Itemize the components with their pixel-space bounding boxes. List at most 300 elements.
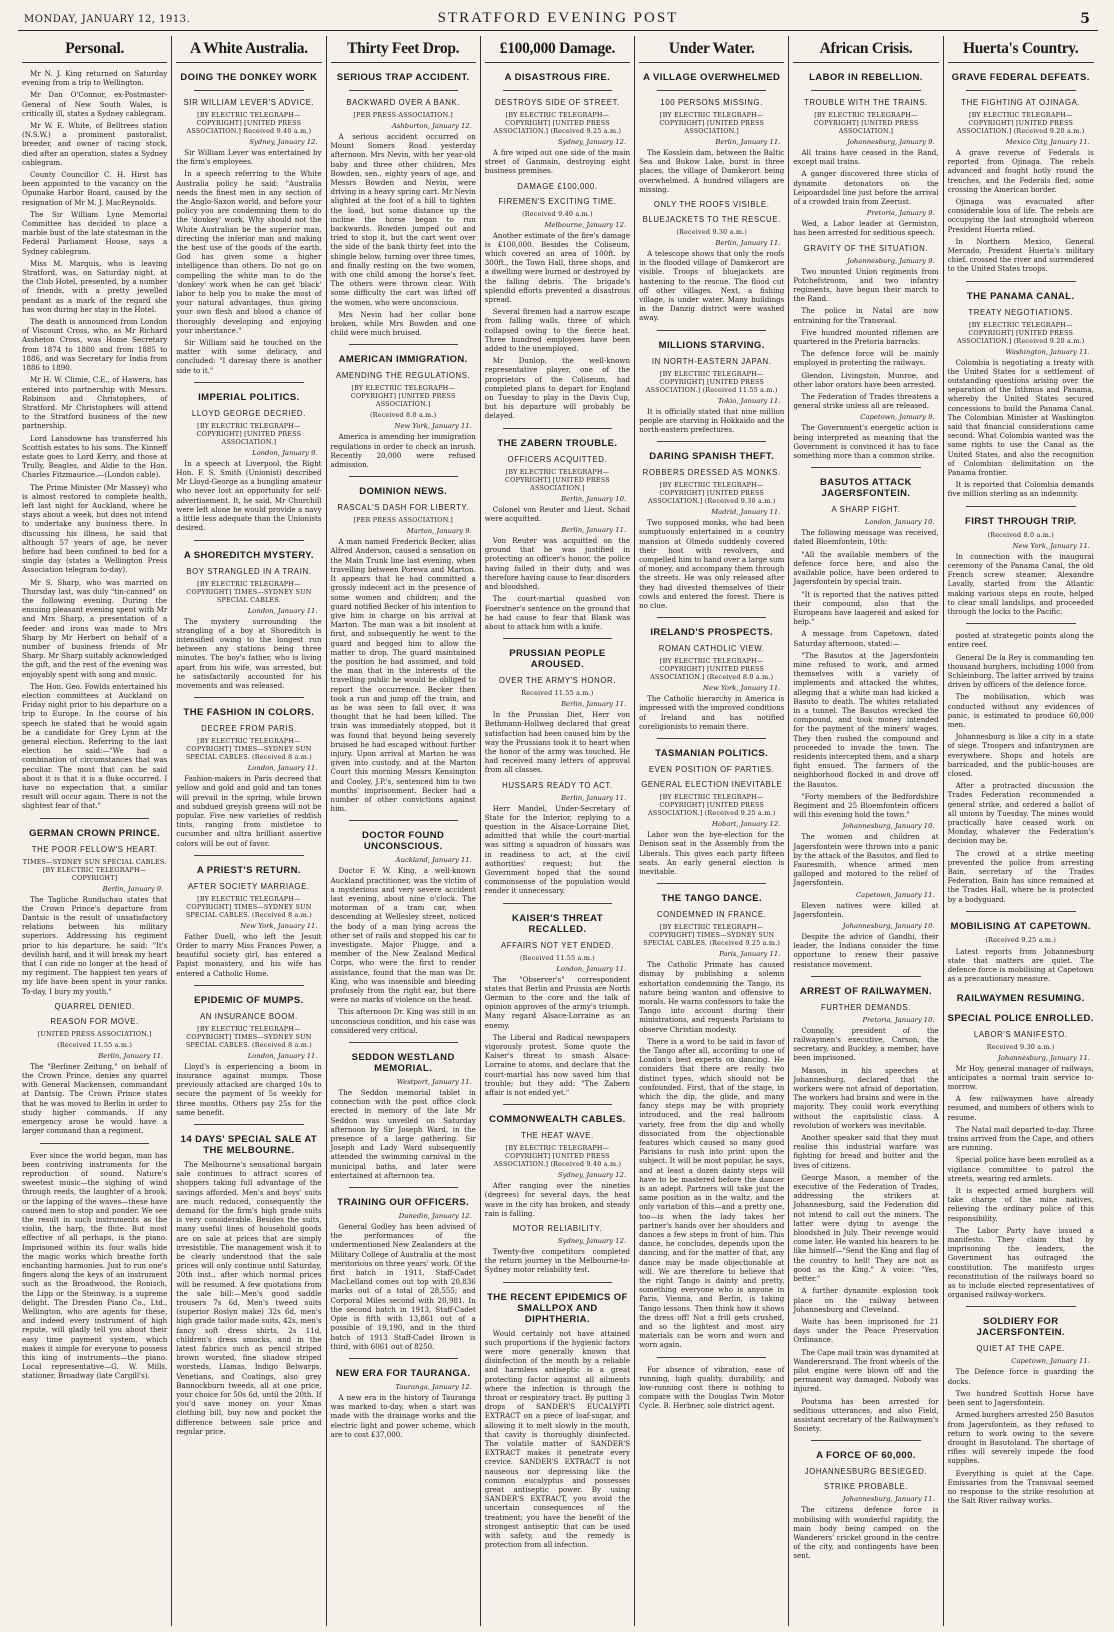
paragraph: Lord Lansdowne has transferred his Scottish estates to his sons. The Kinneff estate goes to Lord Kerry, and those at Trully, Beagles, and Aldie to the Hon. Charles Fitzmaurice.—(London cable). (22, 433, 168, 480)
column-rule (194, 90, 303, 91)
paragraph: The Sir William Lyne Memorial Committee has decided to place a marble bust of the late statesman in the Federal Parliament House, says a Sydney cablegram. (22, 209, 168, 256)
column-rule (966, 623, 1076, 624)
newspaper-title: STRATFORD EVENING POST (437, 10, 679, 26)
column-rule (657, 738, 766, 739)
paragraph: Herr Mandel, Under-Secretary of State for the Interior, replying to a question in the Alsace-Lorraine Diet, admitted that while the court-martial was sitting a squadron of hussars was in readiness to act, at the civil authorities' request; but the Government hoped that the sound commonsense of the population would render it unnecessary. (484, 803, 631, 896)
subheading: JOHANNESBURG BESIEGED. (804, 1467, 928, 1477)
subheading: OVER THE ARMY'S HONOR. (498, 676, 617, 686)
paragraph: A ganger discovered three sticks of dynamite detonators on the Leipoardsdel line just before the arrival of a crowded train from Zeerust. (793, 169, 939, 207)
page-number: 5 (1080, 11, 1090, 27)
paragraph: "It is reported that the natives pitted their compound, also that the Europeans have laagered and asked for help." (793, 589, 939, 627)
paragraph: "All the available members of the defence force here, and also the available police, have been ordered to Jagersfontein by special train. (793, 549, 939, 587)
paragraph: Twenty-five competitors completed the return journey in the Melbourne-to-Sydney motor reliability test. (484, 1247, 631, 1275)
dateline: Tokio, January 11. (717, 396, 781, 405)
paragraph: The mystery surrounding the strangling of a boy at Shoreditch is intensified owing to the longest run between any stations being three minutes. The boy's father, who is living apart from his wife, was arrested, but he satisfactorily accounted for his movements and was released. (176, 616, 322, 690)
column-rule (349, 344, 458, 345)
column-body (22, 69, 167, 1381)
paragraph: In the Prussian Diet, Herr von Bethmann-Hollweg declared that great satisfaction had been caused him by the way the Prussians took it to heart when the honor of the army was touched. He had received many letters of approval from all classes. (484, 710, 631, 775)
headline: KAISER'S THREAT RECALLED. (511, 912, 603, 935)
dispatch-credit: [BY ELECTRIC TELEGRAPH—COPYRIGHT] [UNITED PRESS ASSOCIATION.] (Received 9.25 a.m.) (647, 793, 776, 818)
paragraph: Fashion-makers in Paris decreed that yellow and gold and gold and tan tones will prevail in the spring, while brown and subdued greyish greens will not be popular. Five new varieties of reddish tints, ranging from mistletoe to cucumber and ultra brilliant assertive colors will be out of favor. (176, 774, 322, 848)
dateline: Berlin, January 11. (715, 138, 781, 146)
paragraph: Ojinaga was evacuated after considerable loss of life. The rebels are occupying the last stronghold whereon President Huerta relied. (947, 197, 1094, 234)
dateline: Johannesburg, January 10. (842, 822, 935, 831)
column-rule (811, 976, 920, 977)
headline: THE FASHION IN COLORS. (183, 707, 315, 719)
column-rule (194, 855, 303, 856)
paragraph: The mobilisation, which was conducted without any evidences of panic, is estimated to produce 60,000 men. (947, 692, 1094, 729)
paragraph: Mr N. J. King returned on Saturday evening from a trip to Wellington. (22, 69, 168, 88)
column-body (176, 72, 321, 1436)
dispatch-credit: [BY ELECTRIC TELEGRAPH—COPYRIGHT] TIMES—SYDNEY SUN SPECIAL CABLES. (Received 8 a.m.) (185, 1024, 312, 1049)
dispatch-credit: (Received 8.0 a.m.) (369, 411, 437, 420)
dateline: Mexico City, January 11. (1005, 138, 1090, 146)
dispatch-credit: (Received 11.55 a.m.) (519, 953, 595, 962)
paragraph: The Catholic Primate has caused dismay by publishing a solemn exhortation condemning the Tango, its nature being wanton and offensive to morals. He warns confessors to take the Tango into account during their ministrations, and requests Parisians to observe Christian modesty. (639, 960, 785, 1034)
paragraph: The Tagliche Rundschau states that the Crown Prince's departure from Dantsic is the result of unsatisfactory relations between his military superiors. Addressing his regiment prior to his departure, he said: "It's devilish hard, and it will break my heart that I can ride no longer at the head of my regiment. The happiest ten years of my life have been spent in your ranks. To-day, I bury my youth." (22, 894, 168, 996)
column-rule (503, 638, 612, 639)
paragraph: Would certainly not have attained such proportions if the hygienic factors were more generally known that disinfection of the mouth by a reliable and harmless antiseptic is a great protecting factor against all ailments where the infection is through the throat or respiratory tract. By putting 3 drops of SANDER'S EUCALYPTI EXTRACT on a piece of loaf-sugar, and allowing it to melt slowly in the mouth, that cavity is thoroughly disinfected. The volatile matter of SANDER'S EXTRACT makes it penetrate every crevice. SANDER'S EXTRACT is not nauseous nor depressing like the common eucalyptus and possesses great antiseptic power. By using SANDER'S EXTRACT, you avoid the uncertain consequences of the treatment; you have the benefit of the strongest antiseptic that can be used with safety, and the remedy is protection from all infection. (484, 1328, 631, 1550)
paragraph: Armed burghers arrested 250 Basutos from Jagersfontein, as they refused to return to work owing to the severe drought in Basutoland. The shortage of rifles will severely impede the food supplies. (947, 1410, 1094, 1466)
column-rule (503, 90, 612, 91)
paragraph: The crowd at a strike meeting prevented the police from arresting Bain, secretary of the Trades Federation. Bain has since remained at the Trades Hall, where he is protected by a bodyguard. (947, 848, 1094, 904)
paragraph: Ever since the world began, man has been contriving instruments for the reproduction of sound. Nature's sweetest music—the sighing of wind through reeds, the laughter of a brook, or the lapping of the waves—these have caused men to stop and ponder. We see the result in such instruments as the violin, the harp, the flute. But most effective of all perhaps, is the piano. Imprisoned within its four walls hide the magic works which breathe forth enchanting harmonies. Just to run one's fingers along the keys of an instrument such as the Broadwood, the Ronisch, the Lipp or the Steinway, is a supreme delight. The Dresden Piano Co., Ltd., Wellington, who are agents for these, and indeed every instrument of high repute, will gladly tell you about their easy time payment system, which makes it simple for everyone to possess this king of instruments—the piano. Local representative—G. W. Mills, stationer, Broadway (late Cargill's). (22, 1150, 168, 1381)
column-rule (811, 1440, 920, 1441)
dispatch-credit: (Received 9.25 a.m.) (985, 935, 1057, 944)
paragraph: Two supposed monks, who had been sumptuously entertained in a country mansion at Olmedo suddenly covered their host with revolvers, and compelled him to hand over a large sum of money, and accompany them through the streets. He was only released after they had divested themselves of their cowls and entered the forest. There is no clue. (639, 518, 785, 611)
paragraph: The Catholic hierarchy in America is impressed with the improved conditions of Ireland and has notified coreligionists to remain there. (639, 694, 785, 731)
column-rule (657, 330, 766, 331)
column-rule (811, 467, 920, 468)
headline: GRAVE FEDERAL DEFEATS. (951, 72, 1090, 83)
dispatch-credit: (Received 9.30 a.m.) (676, 228, 748, 237)
column-rule (349, 1358, 458, 1359)
headline: DOMINION NEWS. (359, 486, 448, 498)
dateline: Dunedin, January 12. (398, 1212, 472, 1221)
column-rule (194, 697, 303, 698)
dateline: Madrid, January 11. (711, 508, 781, 517)
headline: THE ZABERN TROUBLE. (497, 437, 618, 449)
column-rule (194, 1124, 303, 1125)
paragraph: Mr Hoy, general manager of railways, anticipates a normal train service to-morrow. (947, 1063, 1094, 1092)
headline: LABOR IN REBELLION. (809, 72, 923, 83)
column-heading: £100,000 Damage. (485, 40, 630, 63)
headline: EPIDEMIC OF MUMPS. (194, 994, 304, 1006)
headline: A FORCE OF 60,000. (816, 1450, 916, 1462)
column-rule (811, 90, 920, 91)
paragraph: A few railwaymen have already resumed, and numbers of others wish to resume. (947, 1094, 1094, 1122)
paragraph: Everything is quiet at the Cape. Emissaries from the Transvaal seemed no response to the strike resolution at the Salt River railway works. (947, 1468, 1094, 1506)
paragraph: The women and children at Jagersfontein were thrown into a panic by the attack of the Basutos, and fled to Fauresmith, whence armed men galloped and motored to the relief of Jagersfontein. (793, 832, 939, 888)
column (635, 36, 789, 1626)
dateline: Westport, January 11. (396, 1078, 472, 1087)
paragraph: Wed, a Labor leader at Germiston, has been arrested for seditious speech. (793, 219, 939, 238)
paragraph: A telescope shows that only the roofs in the flooded village of Damkerort are visible. Troops of bluejackets are hastening to the rescue. The flood cut off other villages. Next, a fishing village, is under water. Many buildings in the Danzig district were washed away. (639, 249, 785, 323)
subheading: TREATY NEGOTIATIONS. (968, 307, 1074, 317)
dateline: Berlin, January 11. (715, 239, 781, 248)
paragraph: Von Reuter was acquitted on the ground that he was justified in protecting an officer's honor, the police having failed in their duty, and was therefore having cause to fear disorders and bloodshed. (484, 536, 631, 592)
dispatch-credit: [BY ELECTRIC TELEGRAPH—COPYRIGHT] [UNITED PRESS ASSOCIATION.] (Received 9.20 a.m.) (957, 320, 1085, 345)
paragraph: A further dynamite explosion took place on the railway between Johannesburg and Cleveland. (793, 1286, 939, 1314)
paragraph: General De la Rey is commanding ten thousand burghers, including 1000 from Schleinburg. The latter arrived by trains driven by officers of the defence force. (947, 652, 1094, 690)
paragraph: This afternoon Dr. King was still in an unconscious condition, and his case was considered very critical. (330, 1007, 476, 1035)
paragraph: Mr Dunlop, the well-known representative player, one of the proprietors of the Coliseum, had completed plans to depart for England on Tuesday to play in the Davis Cup, but his departure will probably be delayed. (484, 356, 631, 421)
column-rule (657, 883, 766, 884)
dispatch-credit: [PER PRESS ASSOCIATION.] (353, 111, 453, 119)
paragraph: Colonel von Reuter and Lieut. Schad were acquitted. (484, 504, 631, 523)
column-heading: Under Water. (639, 40, 784, 63)
paragraph: The Seddon memorial tablet in connection with the post office clock erected in memory of the late Mr Seddon was unveiled on Saturday afternoon by Sir Joseph Ward, in the presence of a large gathering. Sir Joseph and Lady Ward subsequently attended the swimming carnival in the municipal baths, and later were entertained at afternoon tea. (330, 1088, 476, 1180)
subheading: CONDEMNED IN FRANCE. (656, 910, 767, 920)
column (18, 36, 172, 1626)
subheading: THE HEAT WAVE. (521, 1131, 594, 1141)
column-rule (657, 441, 766, 442)
paragraph: The Federation of Trades threatens a general strike unless all are released. (793, 392, 939, 411)
paragraph: Two hundred Scottish Horse have been sent to Jagersfontein. (947, 1388, 1094, 1408)
column-rule (194, 540, 303, 541)
paragraph: For absence of vibration, ease of running, high quality, durability, and low-running cost there is nothing to compare with the Douglas Twin Motor Cycle. B. Herbner, sole district agent. (639, 1364, 785, 1411)
headline: PRUSSIAN PEOPLE AROUSED. (509, 648, 606, 671)
dispatch-credit: (Received 9.40 a.m.) (522, 209, 593, 218)
paragraph: It is reported that Colombia demands five million sterling as an indemnity. (947, 480, 1094, 499)
subheading: BOY STRANGLED IN A TRAIN. (186, 566, 312, 576)
paragraph: The police in Natal are now entraining for the Transvaal. (793, 306, 939, 325)
headline: RAILWAYMEN RESUMING. (956, 992, 1085, 1004)
dispatch-credit: [BY ELECTRIC TELEGRAPH—COPYRIGHT] TIMES—SYDNEY SUN SPECIAL CABLES. (Received 8 a.m.) (185, 737, 312, 762)
column-rule (966, 281, 1076, 282)
paragraph: Despite the advice of Gandhi, their leader, the Indians consider the time opportune to renew their passive resistance movement. (793, 932, 939, 969)
headline: 14 DAYS' SPECIAL SALE AT THE MELBOURNE. (180, 1133, 318, 1156)
headline: A PRIEST'S RETURN. (196, 864, 301, 876)
dateline: London, January 10. (864, 518, 935, 527)
paragraph: Lloyd's is experiencing a boom in insurance against mumps. Those previously attacked are charged 10s to secure the payment of 5s weekly for three months. Others pay 25s for the same benefit. (176, 1061, 322, 1117)
paragraph: The Melbourne's sensational bargain sale continues to attract scores of shoppers taking full advantage of the savings afforded. Men's and boys' suits are much reduced, consequently the demand for the firm's high grade suits is very considerable. Besides the suits, many useful lines of household goods are on sale at prices that are simply irresistible. The management wish it to be clearly understood that the sale prices will only continue until Saturday, 20th inst., after which normal prices will be resumed. A few quotations from the sale bill:—Men's good saddle trousers 7s 6d, Men's tweed suits (superior Roslyn make) 32s 6d, men's high grade tailor made suits, 42s, men's fancy soft dress shirts, 2s 11d, children's dress smocks, and in the latest fabrics such as pencil striped brown worsted, fine shadow striped worsteds, Llamas, Indigo Belwarps, Venetians, and Coatings, also grey Bannockburn tweeds, all at one price, your choice for 50s 6d, until the 20th. If you'd save money on your Xmas clothing bill, buy now and pocket the difference between sale price and regular price. (176, 1159, 322, 1436)
dateline: Marton, January 9. (406, 527, 472, 536)
paragraph: In connection with the inaugural ceremony of the Panama Canal, the old French screw steamer, Alexandre Lavally, started from the Atlantic making various steps en route, helped to clear small landslips, and proceeded through the locks to the Pacific. (947, 551, 1094, 616)
paragraph: Mrs Nevin had her collar bone broken, while Mrs Bowden and one child were much bruised. (330, 309, 476, 338)
paragraph: The Cape mail train was dynamited at Wanderersrand. The front wheels of the pilot engine were blown off and the permanent way damaged. Nobody was injured. (793, 1347, 939, 1394)
dateline: Johannesburg, January 11. (998, 1053, 1090, 1062)
headline: SPECIAL POLICE ENROLLED. (947, 1012, 1094, 1024)
subheading: DECREE FROM PARIS. (201, 724, 297, 734)
headline: TASMANIAN POLITICS. (655, 748, 769, 760)
column-heading: African Crisis. (793, 40, 938, 63)
paragraph: A fire wiped out one side of the main street of Ganmain, destroying eight business premises. (484, 148, 631, 176)
column (172, 36, 326, 1626)
column (944, 36, 1098, 1626)
column-heading: A White Australia. (176, 40, 321, 63)
paragraph: The court-martial quashed von Foerstner's sentence on the ground that he had cause to fear that Blank was about to attack him with a knife. (484, 594, 631, 631)
dateline: London, January 9. (252, 448, 318, 457)
dateline: Berlin, January 10. (561, 494, 627, 503)
dispatch-credit: Received 9.30 a.m.) (986, 1042, 1055, 1051)
masthead (18, 8, 1098, 31)
paragraph: Mason, in his speeches at Johannesburg, declared that the workers were not afraid of deportation. The workers had brains and were in the majority. They could work everything without the capitalistic class. A revolution of workers was inevitable. (793, 1065, 939, 1130)
subheading: DAMAGE £100,000. (517, 181, 598, 191)
column-rule (40, 818, 149, 819)
dispatch-credit: [BY ELECTRIC TELEGRAPH—COPYRIGHT] TIMES—SYDNEY SUN SPECIAL CABLES. (Received 9.25 a.m.) (643, 923, 781, 948)
column-heading: Huerta's Country. (948, 40, 1094, 63)
paragraph: A man named Frederick Becker, alias Alfred Anderson, caused a sensation on the Main Trunk line last evening, when travelling between Porewa and Marton. It appears that he had committed a grossly indecent act in the presence of some women and children; and the guard notified Becker of his intention to give him in charge on his arrival at Marton. The man was a bit insolent at first, and subsequently he went to the guard and begged him to allow the matter to drop. The guard maintained the position he had assumed, and told the man that in the interests of the travelling public he would be obliged to report the occurrence. Becker then took a run and jump off the train, and as he was seen to fall over, it was thought that he had been killed. The train was immediately stopped, but it was found that beyond being severely bruised he had escaped without further injury. Upon arrival at Marton he was given into custody, and at the Marton Court this morning Messrs Kensington and Cooley, J.P.'s, sentenced him to two months' imprisonment. Becker had a number of other convictions against him. (330, 537, 476, 814)
headline: MILLIONS STARVING. (658, 339, 765, 351)
subheading: FIREMEN'S EXCITING TIME. (498, 196, 617, 206)
column-body (948, 72, 1094, 1505)
paragraph: The Prime Minister (Mr Massey) who is almost restored to complete health, left last night for Auckland, where he stays about a week, but does not intend to undertake any business there. In discussing his illness, he said that although 57 years of age, he never before had been confined to bed for a single day (states a Wellington Press Association telegram to-day). (22, 482, 168, 575)
column-rule (966, 1306, 1076, 1307)
column-heading: Thirty Feet Drop. (331, 40, 476, 63)
headline: SEDDON WESTLAND MEMORIAL. (351, 1052, 455, 1075)
dateline: Auckland, January 11. (395, 856, 472, 865)
dateline: London, January 11. (247, 1051, 318, 1060)
dispatch-credit: [BY ELECTRIC TELEGRAPH—COPYRIGHT] [UNITED PRESS ASSOCIATION.] (659, 111, 765, 135)
column-rule (657, 1357, 766, 1358)
paragraph: Labor won the bye-election for the Denison seat in the Assembly from the Liberals. This gives each party fifteen seats. An early general election is inevitable. (639, 830, 785, 876)
subheading: ROMAN CATHOLIC VIEW. (658, 644, 765, 654)
dateline: Capetown, January 9. (860, 413, 935, 422)
dispatch-credit: [BY ELECTRIC TELEGRAPH—COPYRIGHT] [UNITED PRESS ASSOCIATION.] Received 9.40 a.m.) (186, 111, 312, 135)
headline: A DISASTROUS FIRE. (504, 72, 611, 83)
paragraph: The Labor Party have issued a manifesto. They claim that by imprisoning the leaders, the Government has outraged the constitution. The manifesto urges reconstitution of the railways board so as to include elected representatives of organised railway-workers. (947, 1225, 1094, 1300)
paragraph: General Godley has been advised of the performances of the undermentioned New Zealanders at the Military College of Australia at the most meritorious on three years' work. Of the first batch in 1911, Staff-Cadet MacLelland comes out top with 20,836 marks out of a total of 28,555; and Corporal Miles second with 20,981. In the second batch in 1913, Staff-Cadet Opie is fifth with 13,861 out of a possible of 19,190, and in the third batch of 1913 Staff-Cadet Brown is third, with 6061 out of 8250. (330, 1222, 476, 1351)
headline: THE TANGO DANCE. (661, 893, 763, 905)
paragraph: In Northern Mexico, General Mercado, President Huerta's military chief, crossed the river and surrendered to the United States troops. (947, 236, 1094, 274)
headline: DOCTOR FOUND UNCONSCIOUS. (362, 830, 445, 853)
subheading: AFTER SOCIETY MARRIAGE. (188, 881, 310, 891)
paragraph: Latest reports from Johannesburg state that matters are quiet. The defence force is mobilising at Capetown as a precautionary measure. (947, 946, 1094, 984)
dispatch-credit: [BY ELECTRIC TELEGRAPH—COPYRIGHT] TIMES—SYDNEY SUN SPECIAL CABLES. (Received 8 a.m.) (185, 894, 312, 919)
paragraph: Mr H. W. Climie, C.E., of Hawera, has entered into partnership with Messrs. Robinson and Christophers, of Stratford. Mr Christophers will attend to the Stratford business of the new partnership. (22, 375, 168, 431)
column-rule (349, 820, 458, 821)
dispatch-credit: [BY ELECTRIC TELEGRAPH—COPYRIGHT] TIMES—SYDNEY SUN SPECIAL CABLES. (186, 579, 312, 604)
column-rule (503, 428, 612, 429)
column-heading: Personal. (22, 40, 167, 63)
headline: SERIOUS TRAP ACCIDENT. (336, 72, 470, 83)
paragraph: It is officially stated that nine million people are starving in Hokkaido and the north-eastern prefectures. (639, 406, 785, 435)
subheading: ONLY THE ROOFS VISIBLE. (653, 200, 770, 210)
paragraph: Two mounted Union regiments from Potchefstroom, and two infantry regiments, have begun their march to the Rand. (793, 266, 939, 304)
subheading: IN NORTH-EASTERN JAPAN. (651, 356, 772, 366)
subheading: THE FIGHTING AT OJINAGA. (961, 98, 1081, 107)
paragraph: Glendon, Livingston, Munroe, and other labor orators have been arrested. (793, 370, 939, 389)
column-rule (966, 911, 1076, 912)
paragraph: The Liberal and Radical newspapers vigorously protest. Some quote the Kaiser's threat to smash Alsace-Lorraine to atoms, and declare that the court-martial has now saved him that trouble; but they add: "The Zabern affair is not ended yet." (484, 1032, 631, 1097)
subheading: GRAVITY OF THE SITUATION. (803, 243, 929, 253)
column-rule (349, 1042, 458, 1043)
paragraph: Poutsma has been arrested for seditious utterances, and also Field, assistant secretary of the Railwaymen's Society. (793, 1396, 939, 1434)
headline: COMMONWEALTH CABLES. (489, 1114, 626, 1126)
subheading: QUIET AT THE CAPE. (976, 1344, 1066, 1354)
subheading: RASCAL'S DASH FOR LIBERTY. (337, 503, 469, 513)
headline: ARREST OF RAILWAYMEN. (799, 985, 932, 997)
paragraph: Several firemen had a narrow escape from falling walls, three of which collapsed owing to the fierce heat. Three hundred employees have been added to the unemployed. (484, 307, 631, 354)
paragraph: Another estimate of the fire's damage is £100,000. Besides the Coliseum, which covered an area of 100ft. by 300ft., the Town Hall, three shops, and a dwelling were burned or destroyed by the falling debris. The brigade's splendid efforts prevented a disastrous spread. (484, 230, 631, 305)
column-body (485, 72, 630, 1550)
dateline: Sydney, January 12. (557, 138, 627, 146)
column-rule (966, 90, 1076, 91)
column-body (331, 72, 476, 1439)
paragraph: Mr S. Sharp, who was married on Thursday last, was duly "tin-canned" on the following evening. During the ensuing pleasant evening spent with Mr and Mrs Sharp, a presentation of a feeder and irons was made to Mrs Sharp by Mr Herbert on behalf of a number of business friends of Mr Sharp. Mr Sharp suitably acknowledged the gift, and the rest of the evening was enjoyably spent with song and music. (22, 577, 168, 679)
issue-date: MONDAY, JANUARY 12, 1913. (24, 14, 191, 25)
paragraph: The Hon. Geo. Fowlds entertained his election committees at Auckland on Friday night prior to his departure on a trip to Europe. In the course of his speech he stated that he would again be a candidate for Grey Lynn at the general election. Referring to the last election he said:—"We had a combination of circumstances that was peculiar. The most that can be said about it is that it is a fluke occurred. I have no expectation that a similar result will occur again. There is not the slightest fear of that." (22, 681, 168, 811)
dispatch-credit: [BY ELECTRIC TELEGRAPH—COPYRIGHT] [UNITED PRESS ASSOCIATION.] (813, 111, 919, 135)
paragraph: A serious accident occurred on Mount Somers Road yesterday afternoon. Mrs Nevin, with her year-old baby and three other children, Mrs Bowden, sen., eighty years of age, and Messrs Bowden and Nevin, were driving in a heavy spring cart. Mr Nevin alighted at the foot of a hill to tighten the load, but some distance up the incline the horse began to run backwards. Bowden jumped out and tried to stop it, but the cart went over the side of the bank thirty feet into the shingle below, turning over three times, and finally resting on the two women, with one child among the horse's feet. The others were thrown clear. With some difficulty the cart was lifted off the women, who were unconscious. (330, 132, 476, 307)
dateline: Berlin, January 11. (98, 1051, 164, 1060)
dispatch-credit: [BY ELECTRIC TELEGRAPH—COPYRIGHT] [UNITED PRESS ASSOCIATION.] (505, 467, 610, 492)
paragraph: Connolly, president of the railwaymen's executive, Carson, the secretary, and Buckley, a member, have been imprisoned. (793, 1025, 939, 1063)
dispatch-credit: [BY ELECTRIC TELEGRAPH—COPYRIGHT] [UNITED PRESS ASSOCIATION.] (Received 9.20 a.m.) (957, 111, 1085, 135)
subheading: 100 PERSONS MISSING. (660, 98, 763, 107)
paragraph: Sir William said he touched on the matter with some delicacy, and concluded: "I daresay there is another side to it." (176, 338, 322, 375)
paragraph: The "Observer's" correspondent states that Berlin and Prussia are North German to the core and the talk of opinion approves of the army's triumph. Many regard Alsace-Lorraine as an enemy. (484, 974, 631, 1030)
paragraph: Special police have been enrolled as a vigilance committee to patrol the streets, wearing red armlets. (947, 1155, 1094, 1183)
subheading: EVEN POSITION OF PARTIES. (648, 765, 775, 775)
paragraph: The Kosslein dam, between the Baltic Sea and Bukow Lake, burst in three places, the village of Damkerort being overwhelmed. A hundred villagers are missing. (639, 148, 785, 194)
paragraph: After ranging over the nineties (degrees) for several days, the heat wave in the city has broken, and steady rain is falling. (484, 1181, 631, 1218)
paragraph: "Forty members of the Bedfordshire Regiment and 25 Bloemfontein officers will this evening hold the town." (793, 791, 939, 820)
column-rule (503, 1282, 612, 1283)
dateline: Johannesburg, January 10. (842, 922, 935, 930)
dateline: Sydney, January 12. (557, 1237, 627, 1246)
paragraph: George Mason, a member of the executive of the Federation of Trades, addressing the strikers at Johannesburg, said the Federation did not intend to call out the miners. The latter were dying to avenge the bloodshed in July. Their revenge would come later. He wanted his hearers to be like himself—"Send the King and flag of the country to hell! They are not as good as the King." A voice: "Yes, better." (793, 1172, 939, 1284)
column-rule (349, 1187, 458, 1188)
paragraph: Father Duell, who left the Jesuit Order to marry Miss Frances Power, a beautiful society girl, has entered a Papist monastery, and his wife has entered a Catholic Home. (176, 931, 322, 978)
paragraph: Five hundred mounted riflemen are quartered in the Pretoria barracks. (793, 327, 939, 347)
headline: NEW ERA FOR TAURANGA. (335, 1367, 471, 1379)
column-rule (657, 90, 766, 91)
headline: SOLDIERY FOR JACERSFONTEIN. (976, 1316, 1065, 1339)
headline: TRAINING OUR OFFICERS. (337, 1197, 470, 1209)
column (327, 36, 481, 1626)
column-rule (40, 1143, 149, 1144)
headline: DARING SPANISH THEFT. (649, 451, 775, 463)
headline: MOBILISING AT CAPETOWN. (950, 920, 1091, 932)
dateline: Sydney, January 12. (249, 138, 318, 146)
column-rule (194, 985, 303, 986)
paragraph: Mr Dan O'Connor, ex-Postmaster-General of New South Wales, is critically ill, states a Sydney cablegram. (22, 90, 168, 118)
dateline: London, January 11. (556, 964, 627, 973)
paragraph: There is a word to be said in favor of the Tango after all, according to one of London's best experts on dancing. He considers that there are really two distinct types, which should not be confounded. First, that of the stage, in which the dip, the glide, and many fancy steps may be with propriety introduced, and the real ballroom variety, free from the dip and wholly dissociated from the objectionable features which caused so many good Parisians to rush into print upon the subject. It will be most popular, he says, and at least a dozen dainty steps will have to be mastered before the dancer is an adept. Partners will take just the same position as in the waltz, and the only variation of this—and a pretty one, too—is when the lady takes her partner's hands over her shoulders and dances a few steps in front of him. This dance, he concludes, depends upon the dancing, and for the matter of that, any dance may be made objectionable at will. We are therefore to believe that the right Tango is dainty and pretty, something everyone who is anyone in Paris, Vienna, and Berlin, is taking Tango lessons. Then think how it shows the dress off! Not a frill gets crushed, and so the lightest and most airy materials can be worn and worn and worn again. (639, 1036, 785, 1350)
dateline: Melbourne, January 12. (544, 220, 627, 229)
column-rule (349, 90, 458, 91)
dateline: London, January 11. (247, 606, 318, 615)
dateline: Pretoria, January 9. (866, 209, 935, 218)
dispatch-credit: (Received 11.55 a.m.) (57, 1040, 133, 1049)
dispatch-credit: [BY ELECTRIC TELEGRAPH—COPYRIGHT] [UNITED PRESS ASSOCIATION.] (Received 8.0 a.m.) (650, 657, 774, 682)
paragraph: A message from Capetown, dated Saturday afternoon, stated:— (793, 629, 939, 648)
headline: THE RECENT EPIDEMICS OF SMALLPOX AND DIPHTHERIA. (487, 1291, 628, 1325)
subheading: THE POOR FELLOW'S HEART. (31, 844, 158, 854)
paragraph: The Natal mail departed to-day. Three trains arrived from the Cape, and others are running. (947, 1124, 1094, 1153)
dateline: Sydney, January 12. (557, 1171, 627, 1180)
headline: THE PANAMA CANAL. (966, 290, 1075, 302)
dateline: New York, January 11. (703, 684, 781, 693)
paragraph: posted at strategetic points along the entire reef. (947, 631, 1094, 650)
subheading: GENERAL ELECTION INEVITABLE (641, 780, 783, 790)
column-body (793, 72, 938, 1561)
subheading: BLUEJACKETS TO THE RESCUE. (642, 215, 781, 225)
dateline: New York, January 11. (394, 422, 472, 431)
subheading: AFFAIRS NOT YET ENDED. (501, 940, 614, 950)
headline: AMERICAN IMMIGRATION. (338, 354, 468, 366)
paragraph: Colombia is negotiating a treaty with the United States for a settlement of outstanding questions arising over the separation of the Isthmus and Panama, whereby the United States secured concessions to build the Panama Canal. The Colombian Minister at Washington said that financial considerations came second. What Colombia wanted was the same rights to use the Canal as the United States, and also the recognition of Colombian delimitation on the Panama frontier. (947, 357, 1094, 478)
headline: GERMAN CROWN PRINCE. (29, 827, 161, 839)
dateline: Johannesburg, January 11. (842, 1495, 935, 1504)
paragraph: "The Basutos at the Jagersfontein mine refused to work, and armed themselves with a variety of implements and attacked the whites, alleging that a white man had kicked a Basuto to death. The whites retaliated in a tunnel. The Basutos wrecked the compound, and took money intended for the payment of the miners' wages. They then rushed the compound and proceeded to invade the town. The residents intercepted them, and a sharp fight ensued. The farmers of the neighborhood flocked in and drove off the Basutos. (793, 650, 939, 789)
headline: IMPERIAL POLITICS. (198, 391, 300, 403)
paragraph: The Defence force is guarding the docks. (947, 1367, 1094, 1386)
subheading: DESTROYS SIDE OF STREET. (494, 98, 620, 107)
dispatch-credit: [PER PRESS ASSOCIATION.] (353, 516, 453, 525)
dateline: New York, January 11. (1012, 541, 1090, 550)
paragraph: After a protracted discussion the Trades Federation recommended a general strike, and ordered a ballot of all unions by Tuesday. The mines would practically have ceased work on Monday, whatever the Federation's decision may be. (947, 781, 1094, 846)
paragraph: The defence force will be mainly employed in protecting the railways. (793, 349, 939, 368)
dispatch-credit: [BY ELECTRIC TELEGRAPH—COPYRIGHT] [UNITED PRESS ASSOCIATION.] (Received 11.55 a.m.) (645, 369, 778, 394)
headline: DOING THE DONKEY WORK (180, 72, 318, 83)
dateline: Berlin, January 9. (102, 884, 164, 893)
subheading: QUARREL DENIED. (54, 1001, 135, 1011)
column-rule (349, 476, 458, 477)
column-rule (503, 903, 612, 904)
paragraph: All trains have ceased in the Rand, except mail trains. (793, 148, 939, 167)
newspaper-columns (18, 36, 1098, 1626)
dateline: Berlin, January 11. (561, 700, 627, 709)
dateline: Capetown, January 11. (855, 890, 935, 899)
paragraph: Mr W. E. White, of Belltrees station (N.S.W.) a prominent pastoralist, breeder, and owner of racing stock, died after an operation, states a Sydney cablegram. (22, 121, 168, 167)
paragraph: Miss M. Marquis, who is leaving Stratford, was, on Saturday night, at the Club Hotel, presented, by a number of friends, with a pretty jewelled pendant as a mark of the regard she has won during her stay in the Hotel. (22, 258, 168, 314)
paragraph: Another speaker said that they must realise this industrial warfare was fighting for bread and butter and the lives of citizens. (793, 1133, 939, 1170)
dateline: London, January 11. (247, 764, 318, 773)
column-rule (503, 1104, 612, 1105)
dateline: Johannesburg, January 9. (847, 138, 935, 146)
subheading: ROBBERS DRESSED AS MONKS. (642, 468, 781, 478)
column-rule (966, 506, 1076, 507)
dispatch-credit: [BY ELECTRIC TELEGRAPH—COPYRIGHT] [UNITED PRESS ASSOCIATION.] (196, 421, 302, 446)
column-rule (194, 382, 303, 383)
headline: A VILLAGE OVERWHELMED (643, 72, 781, 83)
dateline: Berlin, January 11. (561, 793, 627, 802)
dateline: Ashburton, January 12. (391, 122, 472, 130)
column-rule (657, 617, 766, 618)
headline: BASUTOS ATTACK JAGERSFONTEIN. (820, 477, 912, 500)
paragraph: The Government's energetic action is being interpreted as meaning that the Government is convinced it has to face something more than a common strike. (793, 423, 939, 461)
paragraph: Waite has been imprisoned for 21 days under the Peace Preservation Ordinance. (793, 1316, 939, 1345)
column (789, 36, 943, 1626)
dispatch-credit: Received 11.55 a.m.) (521, 689, 594, 698)
dateline: Paris, January 11. (719, 950, 781, 959)
subheading: OFFICERS ACQUITTED. (507, 454, 608, 464)
dispatch-credit: [UNITED PRESS ASSOCIATION.] (37, 1029, 152, 1038)
subheading: HUSSARS READY TO ACT. (502, 780, 613, 790)
dateline: Capetown, January 11. (1011, 1357, 1090, 1366)
subheading: MOTOR RELIABILITY. (512, 1224, 603, 1234)
dispatch-credit: (Received 8.0 a.m.) (987, 530, 1054, 539)
paragraph: The citizens defence force is mobilising with wonderful rapidity, the main body being camped on the Wanderers' cricket ground in the centre of the city, and contingents have been sent. (793, 1505, 939, 1561)
dateline: Berlin, January 11. (561, 526, 627, 535)
paragraph: The "Berliner Zeitung," on behalf of the Crown Prince, denies any quarrel with General Mackensen, commandant at Dantsig. The Crown Prince states that he was moved to Berlin in order to study higher commands. If any emergency arose he would have a larger command than a regiment. (22, 1061, 168, 1136)
paragraph: It is expected armed burghers will take charge of the mine natives, relieving the ordinary police of this responsibility. (947, 1186, 1094, 1223)
subheading: SIR WILLIAM LEVER'S ADVICE. (183, 98, 315, 107)
dateline: New York, January 11. (240, 921, 318, 930)
paragraph: Eleven natives were killed at Jagersfontein. (793, 900, 939, 919)
paragraph: America is amending her immigration regulations in order to check an inrush. Recently 20,000 were refused admission. (330, 432, 476, 470)
paragraph: Doctor F. W. King, a well-known Auckland practitioner, was the victim of a mysterious and very severe accident last evening, about nine o'clock. The motorman of a tram car, when descending at Wellesley street, noticed the body of a man lying across the other set of rails and stopped his car to investigate. Major Plugge, and a member of the New Zealand Medical Corps, who were the first to render assistance, found that the man was Dr. King, who was insensible and bleeding profusely from the right ear, but there were no marks of violence on the head. (330, 866, 476, 1005)
subheading: FURTHER DEMANDS. (820, 1002, 911, 1012)
subheading: A SHARP FIGHT. (831, 505, 901, 515)
paragraph: Sir William Lever was entertained by the firm's employees. (176, 148, 322, 167)
subheading: LLOYD GEORGE DECRIED. (191, 408, 306, 418)
subheading: BACKWARD OVER A BANK. (346, 98, 461, 107)
dateline: Washington, January 11. (1005, 347, 1090, 356)
